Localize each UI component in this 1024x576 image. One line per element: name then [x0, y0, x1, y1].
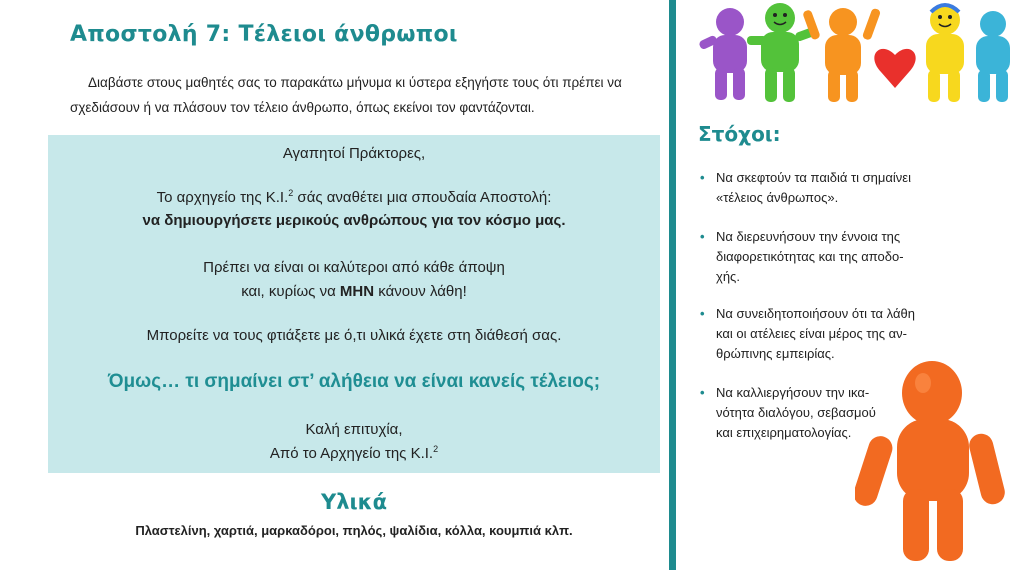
intro-line-1: Διαβάστε στους μαθητές σας το παρακάτω μήνυμα κι ύστερα εξηγήστε τους ότι πρέπει να — [88, 75, 622, 90]
goals-title: Στόχοι: — [698, 122, 781, 146]
intro-paragraph — [70, 70, 660, 120]
letter-closing-1: Καλή επιτυχία, — [305, 421, 403, 438]
bullet-icon: • — [700, 229, 705, 244]
letter-line-3: Πρέπει να είναι οι καλύτεροι από κάθε άποψη — [203, 259, 505, 276]
letter-line-2: να δημιουργήσετε μερικούς ανθρώπους για τον κόσμο μας. — [142, 212, 566, 229]
letter-line-5: Μπορείτε να τους φτιάξετε με ό,τι υλικά έχετε στη διάθεσή σας. — [146, 327, 562, 344]
bullet-icon: • — [700, 385, 705, 400]
goal-item: • Να σκεφτούν τα παιδιά τι σημαίνει «τέλειος άνθρωπος». — [700, 170, 911, 205]
materials-title: Υλικά — [320, 490, 388, 514]
orange-figure — [802, 8, 881, 102]
letter-greeting: Αγαπητοί Πράκτορες, — [282, 145, 426, 162]
orange-clay-figure — [855, 355, 1005, 570]
bullet-icon: • — [700, 170, 705, 185]
goal-item: • Να διερευνήσουν την έννοια της διαφορετικότητας και της αποδο- χής. — [700, 229, 904, 284]
blue-figure — [976, 11, 1010, 102]
letter-line-4: και, κυρίως να ΜΗΝ κάνουν λάθη! — [241, 283, 467, 300]
bullet-icon: • — [700, 306, 705, 321]
goal-item: • Να καλλιεργήσουν την ικα- νότητα διαλόγου, σεβασμού και επιχειρηματολογίας. — [700, 385, 876, 440]
heart-shape — [874, 49, 915, 88]
yellow-figure — [926, 5, 964, 102]
page-title: Αποστολή 7: Τέλειοι άνθρωποι — [70, 22, 458, 47]
clay-people-image — [695, 0, 1015, 105]
column-divider — [669, 0, 676, 570]
materials-list: Πλαστελίνη, χαρτιά, μαρκαδόροι, πηλός, ψαλίδια, κόλλα, κουμπιά κλπ. — [135, 523, 573, 538]
intro-line-2: σχεδιάσουν ή να πλάσουν τον τέλειο άνθρωπο, όπως εκείνοι τον φαντάζονται. — [70, 100, 535, 115]
letter-box — [48, 135, 660, 473]
letter-question: Όμως… τι σημαίνει στ’ αλήθεια να είναι κανείς τέλειος; — [107, 371, 601, 392]
goal-item: • Να συνειδητοποιήσουν ότι τα λάθη και οι ατέλειες είναι μέρος της αν- θρώπινης εμπειρίας. — [700, 306, 915, 361]
letter-closing-2: Από το Αρχηγείο της Κ.Ι.$^2$ — [269, 444, 439, 462]
letter-line-1: Το αρχηγείο της Κ.Ι.$^2$ σάς αναθέτει μια σπουδαία Αποστολή: — [156, 188, 552, 206]
purple-figure — [698, 8, 747, 100]
